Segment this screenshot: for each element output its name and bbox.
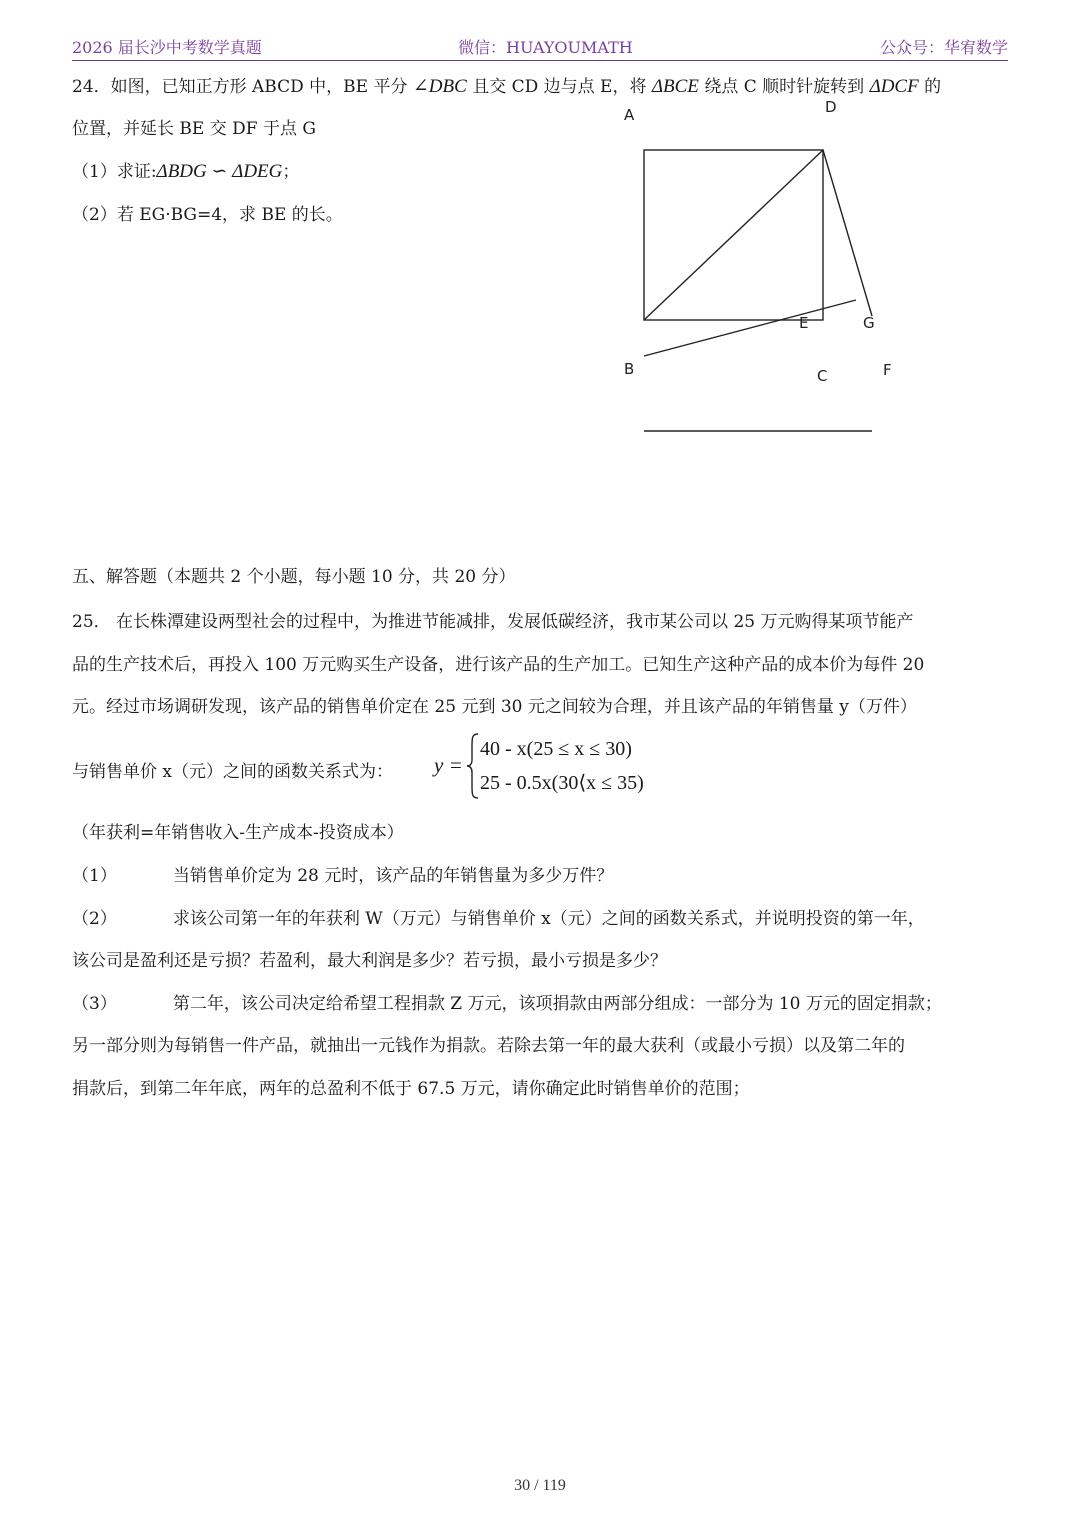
label-e: E xyxy=(799,314,809,332)
page-number: 30 / 119 xyxy=(514,1477,566,1494)
q25-part2-num: （2） xyxy=(72,909,117,929)
formula-lhs: y = xyxy=(434,753,463,777)
q24-part1-suffix: ； xyxy=(282,162,300,182)
line-bg xyxy=(644,300,856,356)
q24-triangle-bce: ΔBCE xyxy=(651,76,699,97)
q25-part1-text: 当销售单价定为 28 元时，该产品的年销售量为多少万件？ xyxy=(172,866,614,886)
formula-case-2: 25 - 0.5x(30⟨x ≤ 35) xyxy=(480,772,644,794)
q25-line2: 品的生产技术后，再投入 100 万元购买生产设备，进行该产品的生产加工。已知生产这种产品的成本价为每件 20 xyxy=(72,655,925,675)
header-title: 2026 届长沙中考数学真题 xyxy=(72,38,262,57)
q25-part3 xyxy=(72,993,942,1015)
label-b: B xyxy=(624,360,635,378)
q25-line3: 元。经过市场调研发现，该产品的销售单价定在 25 元到 30 元之间较为合理，并且该产品的年销售量 y（万件） xyxy=(72,697,917,717)
q24-angle: ∠DBC xyxy=(412,76,467,97)
q24-line2: 位置，并延长 BE 交 DF 于点 G xyxy=(72,119,316,139)
q25-part2-text: 求该公司第一年的年获利 W（万元）与销售单价 x（元）之间的函数关系式，并说明投资的第一年， xyxy=(172,909,925,929)
q24-part1 xyxy=(72,161,299,183)
q24-part2: （2）若 EG·BG=4，求 BE 的长。 xyxy=(72,205,343,225)
q24-part1-math: ΔBDG ∽ ΔDEG xyxy=(156,161,283,182)
q24-triangle-dcf: ΔDCF xyxy=(869,76,919,97)
section-5-title: 五、解答题（本题共 2 个小题，每小题 10 分，共 20 分） xyxy=(72,567,516,587)
label-d: D xyxy=(825,98,837,116)
q24-line1-d: 的 xyxy=(924,77,942,97)
q24-line1-c: 绕点 C 顺时针旋转到 xyxy=(704,77,865,97)
label-g: G xyxy=(863,314,875,332)
segment-df xyxy=(823,150,872,316)
q25-line4-label: 与销售单价 x（元）之间的函数关系式为： xyxy=(72,762,393,782)
page-header xyxy=(72,32,1008,61)
q24-line1-a: 24．如图，已知正方形 ABCD 中，BE 平分 xyxy=(72,77,408,97)
formula-case-1: 40 - x(25 ≤ x ≤ 30) xyxy=(480,738,632,760)
geometry-diagram xyxy=(600,90,920,450)
q25-part3-line2: 另一部分则为每销售一件产品，就抽出一元钱作为捐款。若除去第一年的最大获利（或最小亏损）以及第二年的 xyxy=(72,1036,905,1056)
q25-part2 xyxy=(72,908,925,930)
q25-part3-text: 第二年，该公司决定给希望工程捐款 Z 万元，该项捐款由两部分组成：一部分为 10 万元的固定捐款； xyxy=(172,994,942,1014)
q25-part2-line2: 该公司是盈利还是亏损？若盈利，最大利润是多少？若亏损，最小亏损是多少？ xyxy=(72,951,667,971)
header-account: 公众号：华宥数学 xyxy=(879,38,1008,57)
q24-line1-b: 且交 CD 边与点 E，将 xyxy=(472,77,647,97)
q25-note: （年获利=年销售收入-生产成本-投资成本） xyxy=(72,823,404,843)
label-c: C xyxy=(817,367,828,385)
label-a: A xyxy=(624,106,635,124)
q25-line1: 25． 在长株潭建设两型社会的过程中，为推进节能减排，发展低碳经济，我市某公司以 25 万元购得某项节能产 xyxy=(72,612,914,632)
q25-part1-num: （1） xyxy=(72,866,117,886)
left-brace-icon xyxy=(466,732,480,800)
diagonal-bd xyxy=(644,150,823,320)
piecewise-function xyxy=(72,736,772,800)
q24-part1-prefix: （1）求证: xyxy=(72,162,157,182)
q25-part3-line3: 捐款后，到第二年年底，两年的总盈利不低于 67.5 万元，请你确定此时销售单价的范围； xyxy=(72,1079,750,1099)
q25-part1 xyxy=(72,865,613,887)
header-wechat: 微信：HUAYOUMATH xyxy=(458,38,633,57)
q25-part3-num: （3） xyxy=(72,994,117,1014)
label-f: F xyxy=(883,361,892,379)
